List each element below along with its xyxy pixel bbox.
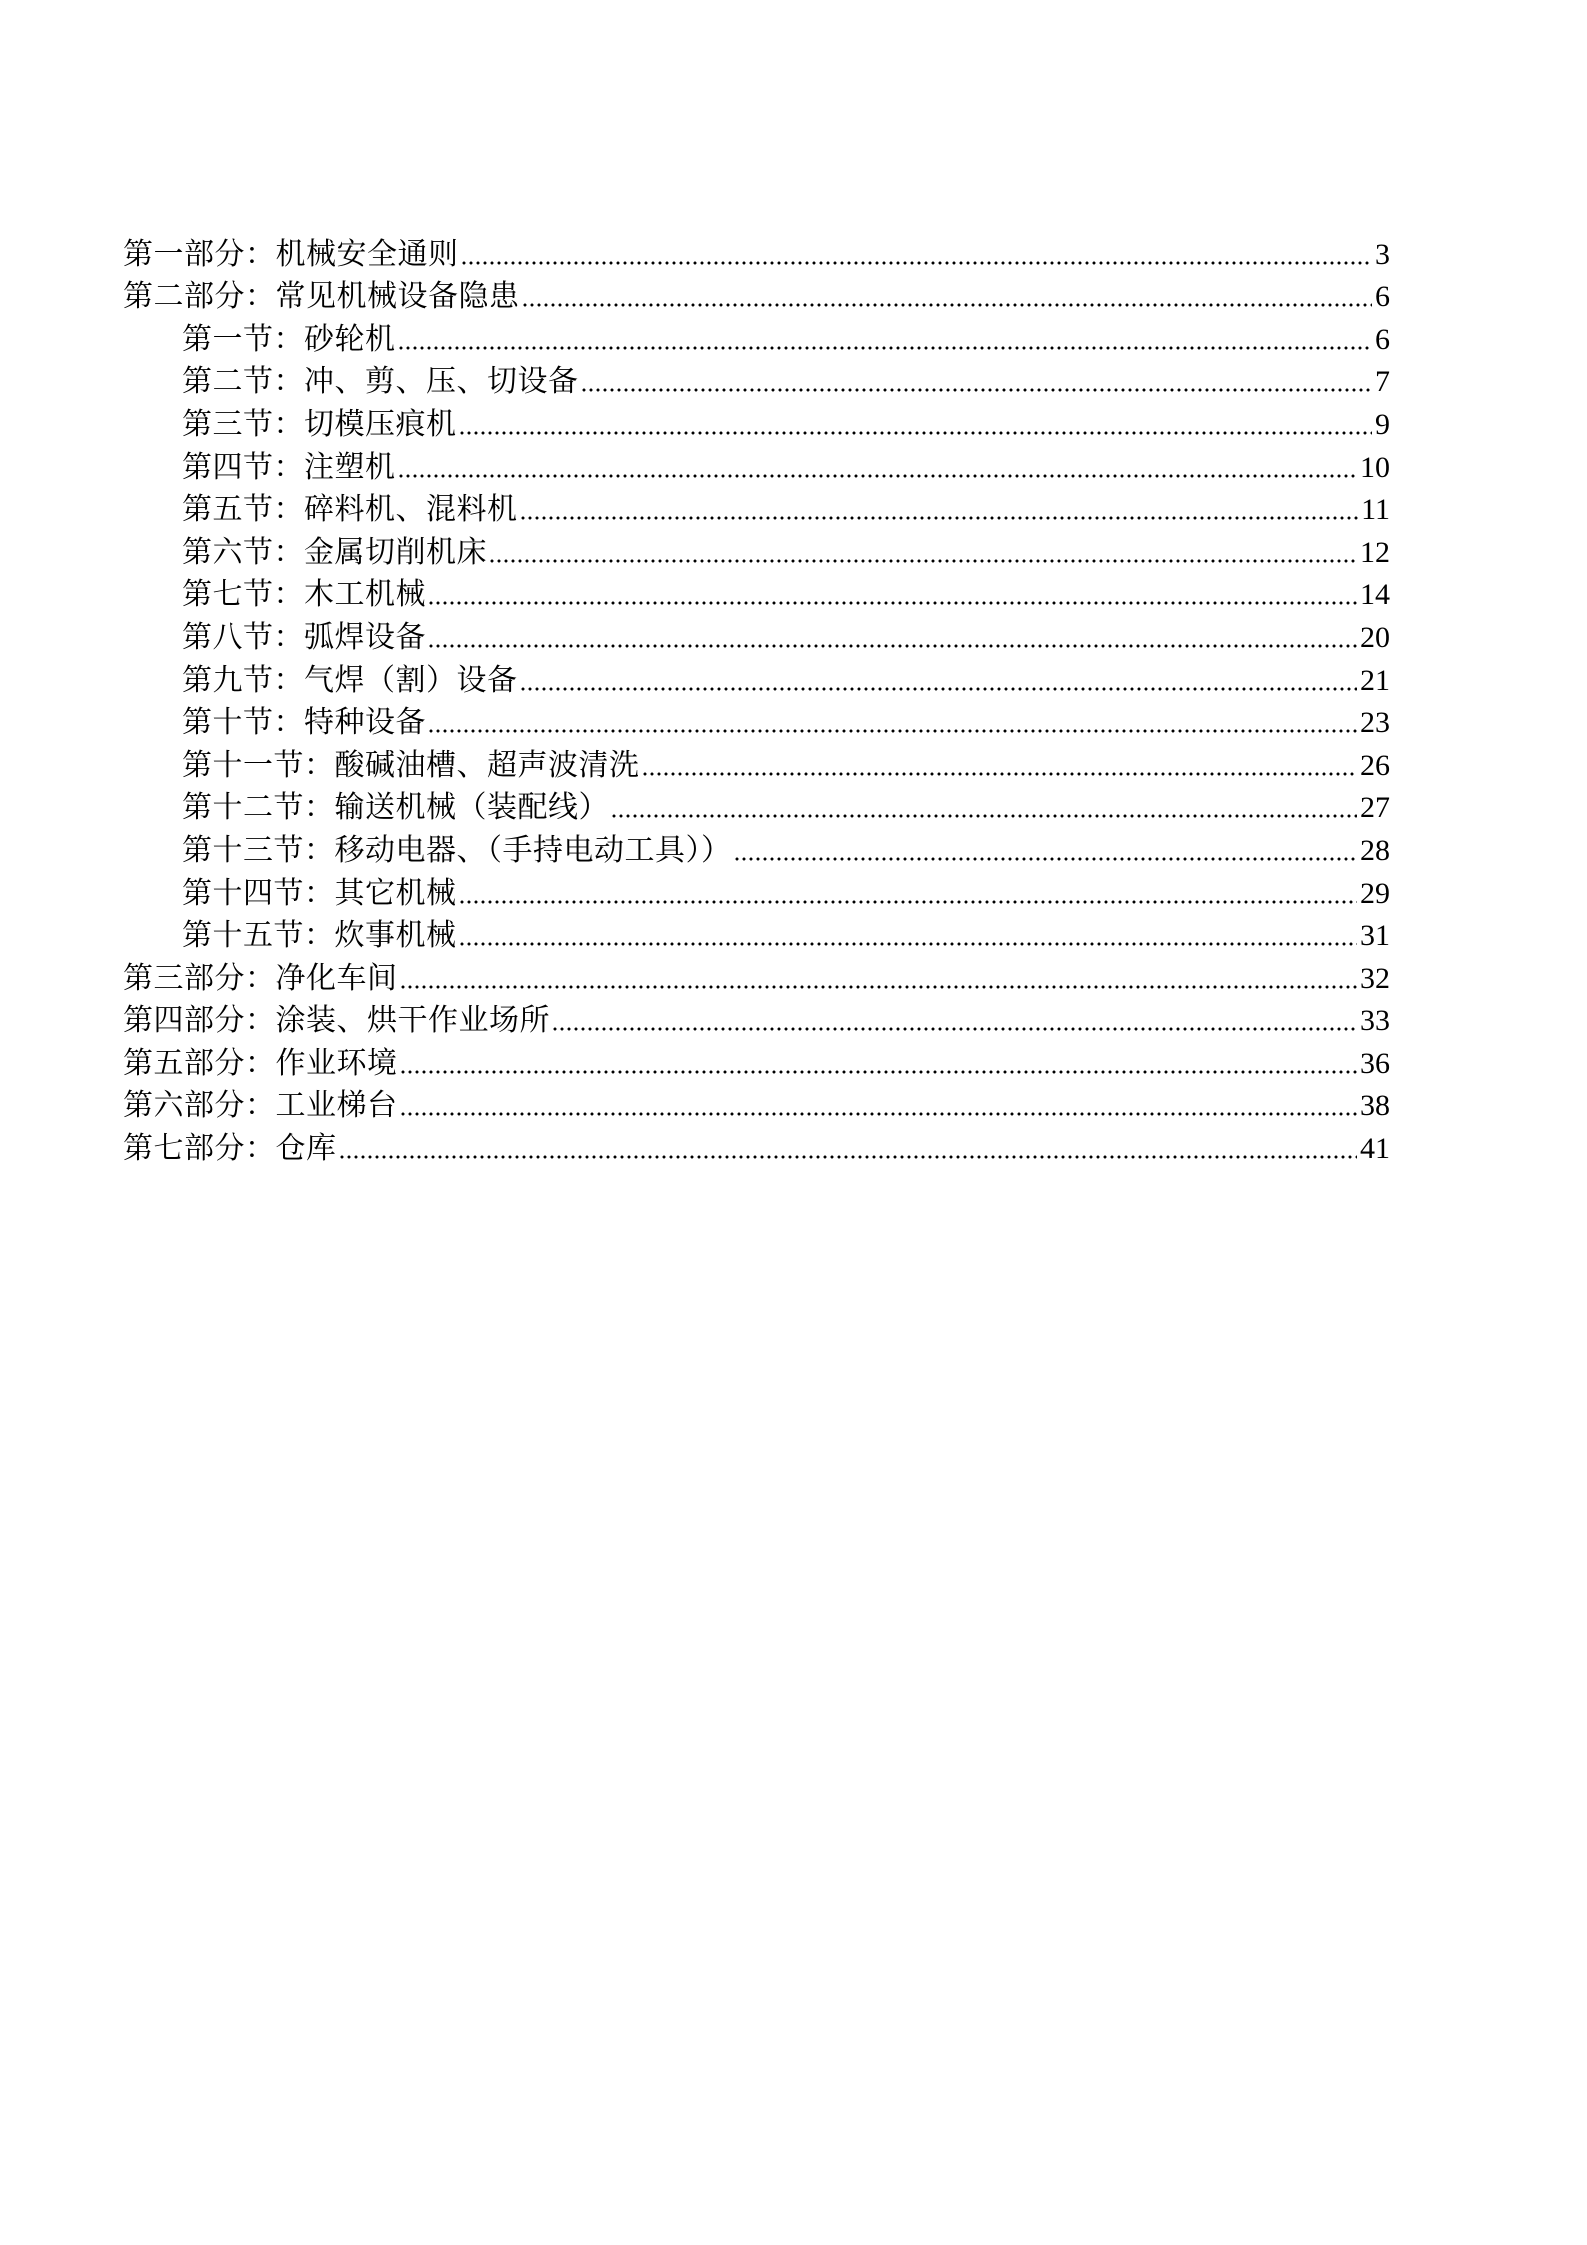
toc-entry-page: 9 — [1375, 407, 1390, 441]
toc-dot-leader — [553, 1027, 1357, 1031]
toc-entry-label: 第十二节：输送机械（装配线） — [182, 791, 609, 825]
toc-dot-leader — [735, 857, 1358, 861]
toc-entry-label: 第三节：切模压痕机 — [182, 407, 457, 441]
toc-entry-label: 第六节：金属切削机床 — [182, 535, 487, 569]
toc-entry-page: 21 — [1360, 663, 1390, 697]
toc-entry[interactable] — [123, 359, 1390, 402]
toc-entry-label: 第二部分：常见机械设备隐患 — [123, 280, 520, 314]
toc-entry-page: 33 — [1360, 1004, 1390, 1038]
toc-entry[interactable] — [123, 998, 1390, 1041]
toc-entry[interactable] — [123, 955, 1390, 998]
toc-entry-label: 第四节：注塑机 — [182, 450, 396, 484]
toc-entry[interactable] — [123, 614, 1390, 657]
toc-dot-leader — [612, 814, 1357, 818]
toc-entry[interactable] — [123, 529, 1390, 572]
toc-entry-page: 31 — [1360, 919, 1390, 953]
toc-entry-page: 23 — [1360, 706, 1390, 740]
toc-entry-label: 第十五节：炊事机械 — [182, 919, 457, 953]
toc-entry-label: 第三部分：净化车间 — [123, 961, 398, 995]
toc-entry-page: 6 — [1375, 280, 1390, 314]
toc-dot-leader — [460, 942, 1358, 946]
toc-entry[interactable] — [123, 742, 1390, 785]
toc-entry[interactable] — [123, 487, 1390, 530]
toc-dot-leader — [429, 644, 1357, 648]
toc-entry-label: 第七节：木工机械 — [182, 578, 426, 612]
toc-dot-leader — [490, 559, 1357, 563]
toc-entry-label: 第六部分：工业梯台 — [123, 1089, 398, 1123]
toc-dot-leader — [460, 431, 1373, 435]
toc-entry[interactable] — [123, 274, 1390, 317]
toc-entry[interactable] — [123, 1125, 1390, 1168]
toc-entry-page: 14 — [1360, 578, 1390, 612]
toc-dot-leader — [460, 900, 1358, 904]
toc-dot-leader — [462, 261, 1373, 265]
toc-entry-page: 27 — [1360, 791, 1390, 825]
toc-entry-page: 36 — [1360, 1046, 1390, 1080]
toc-entry[interactable] — [123, 1083, 1390, 1126]
toc-entry[interactable] — [123, 572, 1390, 615]
toc-dot-leader — [401, 1070, 1358, 1074]
toc-entry[interactable] — [123, 700, 1390, 743]
toc-entry-page: 6 — [1375, 322, 1390, 356]
toc-entry-label: 第十四节：其它机械 — [182, 876, 457, 910]
toc-entry-page: 11 — [1361, 493, 1390, 527]
toc-entry-label: 第二节：冲、剪、压、切设备 — [182, 365, 579, 399]
toc-dot-leader — [521, 516, 1359, 520]
toc-entry[interactable] — [123, 444, 1390, 487]
toc-entry[interactable] — [123, 657, 1390, 700]
toc-entry-label: 第四部分：涂装、烘干作业场所 — [123, 1004, 550, 1038]
toc-dot-leader — [429, 601, 1357, 605]
toc-entry-label: 第一节：砂轮机 — [182, 322, 396, 356]
toc-dot-leader — [399, 474, 1358, 478]
toc-dot-leader — [582, 388, 1373, 392]
toc-entry-label: 第五部分：作业环境 — [123, 1046, 398, 1080]
toc-entry-label: 第七部分：仓库 — [123, 1132, 337, 1166]
toc-entry-label: 第一部分：机械安全通则 — [123, 237, 459, 271]
toc-entry-label: 第十节：特种设备 — [182, 706, 426, 740]
toc-entry-page: 32 — [1360, 961, 1390, 995]
toc-dot-leader — [401, 985, 1358, 989]
toc-entry-page: 3 — [1375, 237, 1390, 271]
toc-entry[interactable] — [123, 870, 1390, 913]
toc-entry-label: 第五节：碎料机、混料机 — [182, 493, 518, 527]
table-of-contents — [123, 231, 1390, 1168]
toc-dot-leader — [521, 687, 1358, 691]
toc-entry-label: 第十三节：移动电器、（手持电动工具）） — [182, 833, 732, 867]
toc-entry-page: 41 — [1360, 1132, 1390, 1166]
toc-entry[interactable] — [123, 316, 1390, 359]
toc-dot-leader — [523, 303, 1373, 307]
toc-entry-page: 26 — [1360, 748, 1390, 782]
toc-entry-label: 第八节：弧焊设备 — [182, 620, 426, 654]
toc-entry-page: 29 — [1360, 876, 1390, 910]
toc-dot-leader — [399, 346, 1373, 350]
toc-entry-page: 38 — [1360, 1089, 1390, 1123]
toc-dot-leader — [429, 729, 1357, 733]
toc-entry[interactable] — [123, 785, 1390, 828]
toc-entry[interactable] — [123, 401, 1390, 444]
toc-entry-page: 7 — [1375, 365, 1390, 399]
toc-dot-leader — [643, 772, 1358, 776]
toc-entry-page: 20 — [1360, 620, 1390, 654]
toc-entry-label: 第九节：气焊（割）设备 — [182, 663, 518, 697]
toc-entry[interactable] — [123, 1040, 1390, 1083]
toc-entry-page: 28 — [1360, 833, 1390, 867]
toc-entry[interactable] — [123, 827, 1390, 870]
toc-entry[interactable] — [123, 913, 1390, 956]
toc-entry-label: 第十一节：酸碱油槽、超声波清洗 — [182, 748, 640, 782]
toc-entry[interactable] — [123, 231, 1390, 274]
toc-entry-page: 10 — [1360, 450, 1390, 484]
toc-dot-leader — [340, 1155, 1358, 1159]
toc-entry-page: 12 — [1360, 535, 1390, 569]
toc-dot-leader — [401, 1112, 1358, 1116]
